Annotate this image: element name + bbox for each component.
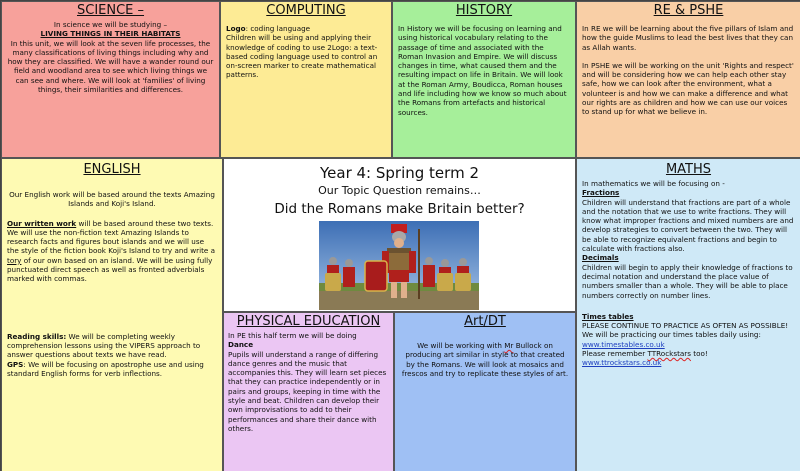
pe-intro: In PE this half term we will be doing (228, 331, 357, 340)
art-dt-heading: Art/DT (464, 314, 506, 329)
history-heading: HISTORY (455, 3, 513, 18)
art-body-end: Bullock on producing art similar in style to that created by the Romans. We will look at mosaics and frescos and try to replicate these styles of art. (401, 341, 569, 378)
maths-heading: MATHS (665, 162, 712, 177)
decimals-body: Children will begin to apply their knowledge of fractions to decimal notation and understand the place value of numbers smaller than a whole. They will be able to place numbers correctly on number lines. (582, 262, 793, 300)
computing-box (220, 1, 392, 158)
times-tables-daily: We will be practicing our times tables daily using: (582, 330, 761, 340)
written-work-end: of our own based on an island. We will be using fully punctuated direct speech as well as fronted adverbials marked with commas. (7, 255, 213, 284)
english-intro: Our English work will be based around the texts Amazing Islands and Koji's Island. (9, 190, 215, 209)
remember-end: too! (691, 349, 708, 359)
art-dt-box (394, 312, 576, 471)
written-work-body: will be based around these two texts. We will use the non-fiction text Amazing Islands to research facts and figures bout islands and we will use the style of the fiction book Koji's Island to try and write a (7, 218, 216, 256)
fractions-label: Fractions (582, 188, 620, 198)
times-tables-caps: PLEASE CONTINUE TO PRACTICE AS OFTEN AS POSSIBLE! (582, 321, 789, 331)
remember-start: Please remember (582, 349, 648, 359)
topic-subtitle: Our Topic Question remains… (318, 184, 481, 197)
gps-label: GPS (7, 359, 24, 369)
re-pshe-heading: RE & PSHE (653, 3, 724, 18)
timestables-link[interactable]: www.timestables.co.uk (582, 339, 665, 349)
computing-body: Children will be using and applying their knowledge of coding to use 2Logo: a text-based coding language used to control an on-screen marker to create mathematical patterns. (226, 33, 378, 80)
re-paragraph: In RE we will be learning about the five pillars of Islam and how the guide Muslims to lead the best lives that they can as Allah wants. (582, 24, 794, 52)
centre-box (223, 158, 576, 312)
art-body-start: We will be working with (417, 341, 505, 350)
history-body: In History we will be focusing on learning and using historical vocabulary relating to the passage of time and associated with the Roman Invasion and Empire. We will discuss changes in time, what caused them and the resulting impact on life in Britain. We will look at the Roman Army, Boudicca, Roman houses and life including how we know so much about the Romans from artefacts and historical sources. (398, 24, 567, 117)
gps-body: : We will be focusing on apostrophe use and using standard English forms for verb inflections. (7, 359, 204, 378)
history-box (392, 1, 576, 158)
computing-heading: COMPUTING (266, 3, 346, 18)
pshe-paragraph: In PSHE we will be working on the unit 'Rights and respect' and will be considering how we can help each other stay safe, how we can look after the environment, what a volunteer is and how we can make a difference and what our rights are as children and how we can use our voices to stand up for what we believe in. (582, 60, 794, 117)
reading-skills-body: We will be completing weekly comprehension lessons using the VIPERS approach to answer questions about texts we have read. (7, 331, 201, 360)
english-box (1, 158, 223, 471)
pe-dance-label: Dance (228, 340, 254, 350)
reading-skills-label: Reading skills: (7, 331, 67, 341)
computing-logo-text: : coding language (245, 24, 311, 33)
pe-heading: PHYSICAL EDUCATION (236, 314, 381, 329)
ttrockstars-link[interactable]: www.ttrockstars.co.uk (582, 358, 662, 368)
pe-body: Pupils will understand a range of differing dance genres and the music that accompanies this. They will learn set pieces that they can practice independently or in pairs and groups, keeping in time with the style and beat. Children can develop their own improvisations to add to their performances and share their dance with others. (228, 349, 387, 433)
computing-logo-label: Logo (226, 24, 246, 33)
roman-soldiers-image (319, 221, 479, 310)
science-intro: In science we will be studying – (53, 20, 168, 29)
term-title: Year 4: Spring term 2 (319, 164, 479, 182)
science-heading: SCIENCE – (76, 3, 145, 18)
fractions-body: Children will understand that fractions are part of a whole and the notation that we use to write fractions. They will know what improper fractions and mixed numbers are and develop strategies to convert between the two. They will be able to recognize equivalent fractions and begin to calculate with fractions also. (582, 197, 794, 254)
maths-box (576, 158, 800, 471)
science-body: In this unit, we will look at the seven life processes, the many classifications of living things including why and how they are classified. We will have a wander round our field and woodland area to see which living things we can see and where. We will look at 'families' of living things, their similarities and differences. (7, 38, 214, 95)
times-tables-label: Times tables (582, 311, 634, 321)
ttrockstars-name: TTRockstars (647, 349, 691, 359)
maths-intro: In mathematics we will be focusing on - (582, 179, 725, 188)
science-box (1, 1, 220, 158)
english-heading: ENGLISH (83, 162, 141, 177)
written-work-label: Our written work (7, 218, 77, 228)
tory-word: tory (7, 255, 22, 265)
pe-box (223, 312, 394, 471)
re-pshe-box (576, 1, 800, 158)
science-topic: LIVING THINGS IN THEIR HABITATS (40, 29, 181, 39)
topic-question: Did the Romans make Britain better? (274, 201, 525, 217)
art-mr: Mr (504, 341, 514, 350)
decimals-label: Decimals (582, 253, 619, 263)
